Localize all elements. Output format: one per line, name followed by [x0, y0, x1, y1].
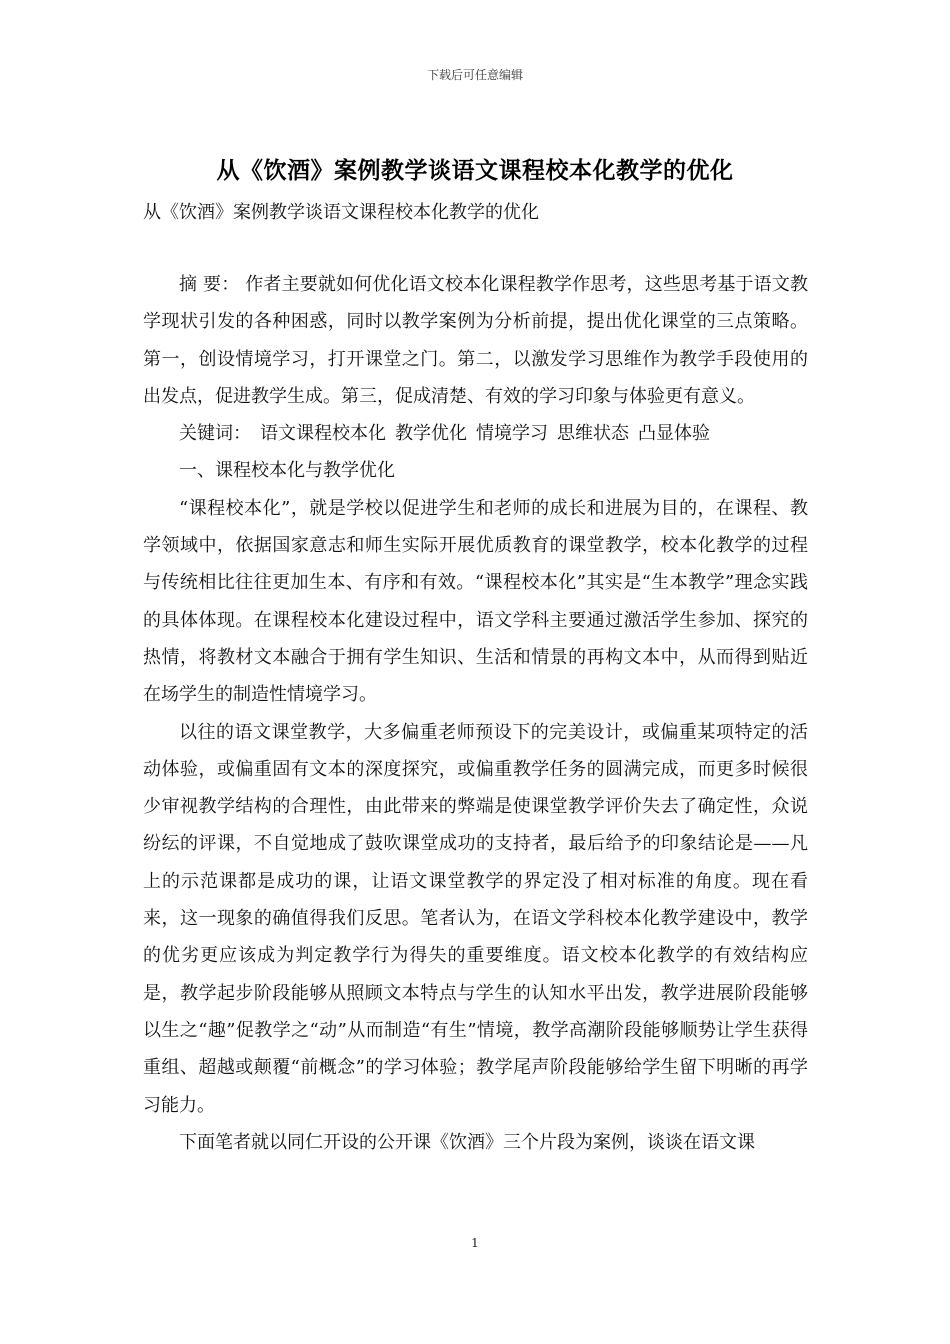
body-paragraph: “课程校本化”，就是学校以促进学生和老师的成长和进展为目的，在课程、教学领域中，依据国家意志和师生实际开展优质教育的课堂教学，校本化教学的过程与传统相比往往更加生本、有序和有效。“课程校本化”其实是“生本教学”理念实践的具体体现。在课程校本化建设过程中，语文学科主要通过激活学生参加、探究的热情，将教材文本融合于拥有学生知识、生活和情景的再构文本中，从而得到贴近在场学生的制造性情境学习。 [143, 497, 808, 706]
document-body [143, 266, 808, 1161]
keyword-item: 凸显体验 [638, 423, 710, 445]
document-title: 从《饮酒》案例教学谈语文课程校本化教学的优化 [216, 157, 734, 184]
body-paragraph: 以往的语文课堂教学，大多偏重老师预设下的完美设计，或偏重某项特定的活动体验，或偏重固有文本的深度探究，或偏重教学任务的圆满完成，而更多时候很少审视教学结构的合理性，由此带来的弊端是使课堂教学评价失去了确定性，众说纷纭的评课，不自觉地成了鼓吹课堂成功的支持者，最后给予的印象结论是——凡上的示范课都是成功的课，让语文课堂教学的界定没了相对标准的角度。现在看来，这一现象的确值得我们反思。笔者认为，在语文学科校本化教学建设中，教学的优劣更应该成为判定教学行为得失的重要维度。语文校本化教学的有效结构应是，教学起步阶段能够从照顾文本特点与学生的认知水平出发，教学进展阶段能够以生之“趣”促教学之“动”从而制造“有生”情境，教学高潮阶段能够顺势让学生获得重组、超越或颠覆“前概念”的学习体验；教学尾声阶段能够给学生留下明晰的再学习能力。 [143, 721, 808, 1116]
document-subtitle: 从《饮酒》案例教学谈语文课程校本化教学的优化 [143, 202, 539, 223]
keyword-item: 情境学习 [476, 423, 548, 445]
keyword-item: 思维状态 [557, 423, 629, 445]
keyword-item: 语文课程校本化 [260, 423, 386, 445]
section-heading: 一、课程校本化与教学优化 [179, 460, 395, 482]
page-number: 1 [471, 1236, 479, 1250]
body-paragraph: 下面笔者就以同仁开设的公开课《饮酒》三个片段为案例，谈谈在语文课 [179, 1131, 755, 1153]
keywords-label: 关键词： [179, 423, 251, 445]
page-header-note: 下载后可任意编辑 [426, 68, 523, 82]
abstract-paragraph: 摘 要： 作者主要就如何优化语文校本化课程教学作思考，这些思考基于语文教学现状引发的各种困惑，同时以教学案例为分析前提，提出优化课堂的三点策略。第一，创设情境学习，打开课堂之门。第二，以激发学习思维作为教学手段使用的出发点，促进教学生成。第三，促成清楚、有效的学习印象与体验更有意义。 [143, 274, 808, 407]
keyword-item: 教学优化 [395, 423, 467, 445]
keywords-line [143, 415, 808, 452]
